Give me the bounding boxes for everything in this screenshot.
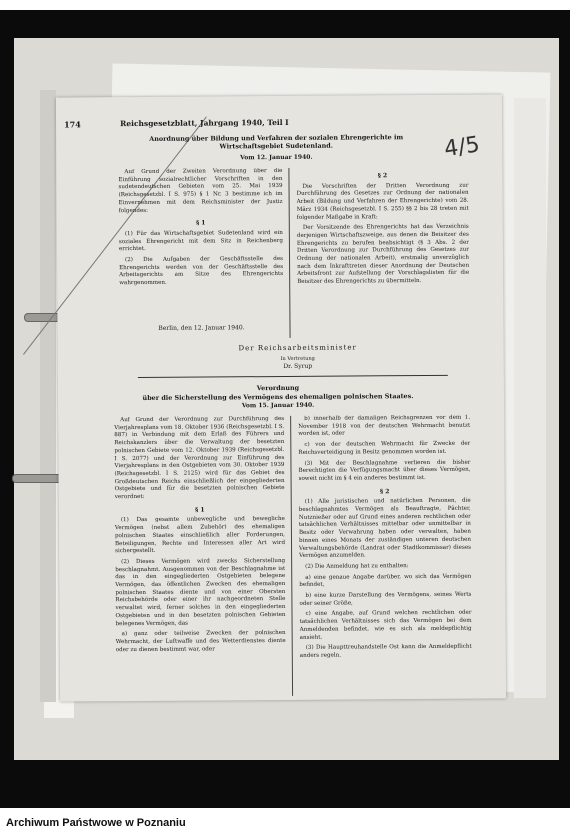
ordinance2-sec1-para: (1) Das gesamte unbewegliche und bewegliche Vermögen (nebst allem Zubehör) des ehemaligen polnischen Staates einschließlich aller Forderungen, Beteiligungen, Rechte und Interessen aller Art wird sichergestellt. <box>114 516 286 555</box>
signer-vertretung: In Vertretung <box>280 355 315 363</box>
ordinance1-right-column <box>296 167 469 338</box>
ordinance2-sec2-para: b) eine kurze Darstellung des Vermögens, seines Werts oder seiner Größe, <box>299 591 472 607</box>
binder-spine <box>40 90 56 702</box>
ordinance1-title: Anordnung über Bildung und Verfahren der sozialen Ehrengerichte im Wirtschaftsgebiet Sudetenland. <box>149 133 404 151</box>
page-number: 174 <box>64 119 81 130</box>
ordinance2-date: Vom 15. Januar 1940. <box>241 401 315 410</box>
archive-caption: Archiwum Państwowe w Poznaniu <box>6 817 186 829</box>
gazette-page <box>56 94 506 701</box>
ordinance1-sec1-para: (1) Für das Wirtschaftsgebiet Sudetenland wird ein soziales Ehrengericht mit dem Sitz in Reichenberg errichtet. <box>118 229 283 253</box>
ordinance1-sec2-para: Der Vorsitzende des Ehrengerichts hat das Verzeichnis derjenigen Wirtschaftszweige, aus denen die Beisitzer des Ehrengerichts zu berufen beabsichtigt (§ 3 Abs. 2 der Dritten Verordnung zur Durchführung des Gesetzes zur Ordnung der nationalen Arbeit), erstmalig unverzüglich nach dem Inkrafttreten dieser Anordnung der Deutschen Arbeitsfront zur Aufstellung der Vorschlagslisten für die Beisitzer des Ehrengerichts zu übermitteln. <box>296 223 470 286</box>
ordinance1-preamble: Auf Grund der Zweiten Verordnung über die Einführung sozialrechtlicher Vorschriften in den sudetendeutschen Gebieten vom 25. Mai 1939 (Reichsgesetzbl. I S. 975) § 1 Nr. 3 bestimme ich im Einvernehmen mit dem Reichsminister der Justiz folgendes: <box>118 167 283 214</box>
column-divider <box>290 416 293 696</box>
right-sheet-edge <box>514 98 546 698</box>
section-separator <box>138 375 448 378</box>
ordinance1-place-date: Berlin, den 12. Januar 1940. <box>158 324 245 332</box>
ordinance2-right-para: (3) Mit der Beschlagnahme verlieren die bisher Berechtigten die Verfügungsmacht über dieses Vermögen, soweit nicht im § 4 ein anderes bestimmt ist. <box>298 459 471 482</box>
ordinance2-sec1-para: (2) Dieses Vermögen wird zwecks Sicherstellung beschlagnahmt. Ausgenommen von der Beschlagnahme ist das in den eingegliederten Ostgebieten belegene Vermögen, das öffentlichen Zwecken des ehemaligen polnischen Staates diente und von einer Obersten Reichsbehörde oder einer ihr nachgeordneten Stelle verwaltet wird, ferner solches in den eingegliederten Ostgebieten und in den besetzten polnischen Gebieten belegenes Vermögen, das <box>115 557 286 627</box>
ordinance2-sec2-para: a) eine genaue Angabe darüber, wo sich das Vermögen befindet, <box>299 573 472 589</box>
ordinance1-sec2-heading: § 2 <box>377 172 388 180</box>
signer-title: Der Reichsarbeitsminister <box>238 343 357 353</box>
ordinance1-sec1-para: (2) Die Aufgaben der Geschäftsstelle des Ehrengerichts werden von der Geschäftsstelle des Arbeitsgerichts am Sitze des Ehrengerichts wahrgenommen. <box>119 256 284 287</box>
ordinance2-sec2-para: (2) Die Anmeldung hat zu enthalten: <box>305 563 409 570</box>
ordinance2-title: über die Sicherstellung des Vermögens des ehemaligen polnischen Staates. <box>142 392 414 402</box>
ordinance2-sec1-para: a) ganz oder teilweise Zwecken der polnischen Wehrmacht, der Luftwaffe und des Wetterdienstes diente oder zu dienen bestimmt war, oder <box>115 630 286 653</box>
ordinance1-date: Vom 12. Januar 1940. <box>240 153 313 162</box>
ordinance1-sec1-heading: § 1 <box>196 219 206 227</box>
ordinance2-right-para: b) innerhalb der damaligen Reichsgrenzen vor dem 1. November 1918 von der deutschen Wehrmacht benutzt worden ist, oder <box>298 414 471 438</box>
ordinance2-sec2-para: (1) Alle juristischen und natürlichen Personen, die beschlagnahmtes Vermögen als Beauftragte, Pächter, Nutznießer oder auf Grund eines anderen rechtlichen oder tatsächlichen Verhältnisses mittelbar oder unmittelbar in Besitz oder Verwahrung haben oder verwalten, haben binnen eines Monats der zuständigen unteren deutschen Verwaltungsbehörde (Landrat oder Stadtkommissar) dieses Vermögen anzumelden. <box>298 498 472 560</box>
ordinance2-right-para: c) von der deutschen Wehrmacht für Zwecke der Reichsverteidigung in Besitz genommen worden ist. <box>298 440 471 456</box>
running-head: Reichsgesetzblatt, Jahrgang 1940, Teil I <box>120 117 289 129</box>
top-margin <box>0 0 570 10</box>
ordinance2-label: Verordnung <box>256 383 300 393</box>
ordinance1-sec2-para: Die Vorschriften der Dritten Verordnung zur Durchführung des Gesetzes zur Ordnung der nationalen Arbeit (Bildung und Verfahren der Ehrengerichte) vom 28. März 1934 (Reichsgesetzbl. I S. 255) §§ 2 bis 28 treten mit folgender Maßgabe in Kraft: <box>296 182 469 221</box>
ordinance2-sec2-para: c) eine Angabe, auf Grund welchen rechtlichen oder tatsächlichen Verhältnisses sich das Vermögen bei dem Anmeldenden befindet, wie es sich als meldepflichtig ansieht. <box>299 610 472 641</box>
column-divider <box>288 168 290 338</box>
ordinance2-preamble: Auf Grund der Verordnung zur Durchführung des Vierjahresplans vom 18. Oktober 1936 (Reichsgesetzbl. I S. 887) in Verbindung mit dem Erlaß des Führers und Reichskanzlers über die Verwaltung der besetzten polnischen Gebiete vom 12. Oktober 1939 (Reichsgesetzbl. I S. 2077) und der Verordnung zur Einführung des Vierjahresplans in den Ostgebieten vom 30. Oktober 1939 (Reichsgesetzbl. I S. 2125) wird für das Gebiet des Großdeutschen Reichs einschließlich der eingegliederten Ostgebiete und für die besetzten polnischen Gebiete verordnet: <box>114 415 285 501</box>
ordinance2-sec2-para: (3) Die Haupttreuhandstelle Ost kann die Anmeldepflicht anders regeln. <box>299 643 472 659</box>
ordinance2-right-column <box>298 415 472 700</box>
ordinance2-sec1-heading: § 1 <box>195 506 205 514</box>
signer-name: Dr. Syrup <box>283 362 313 370</box>
ordinance1-left-column <box>118 168 283 329</box>
ordinance2-left-column <box>114 416 286 701</box>
handwritten-note: 4/5 <box>442 132 482 163</box>
ordinance2-sec2-heading: § 2 <box>379 487 390 495</box>
